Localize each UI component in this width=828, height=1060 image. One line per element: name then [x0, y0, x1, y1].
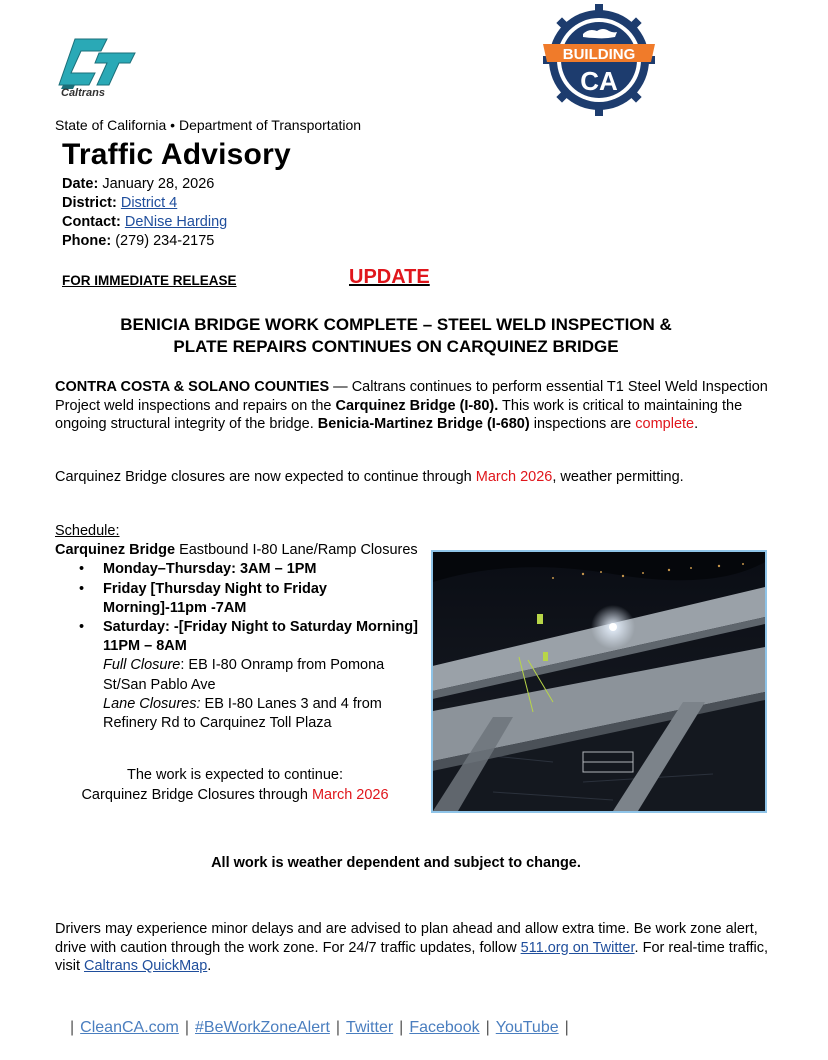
- schedule-item-text: Friday [Thursday Night to Friday Morning]-11pm -7AM: [103, 580, 327, 616]
- page-title: Traffic Advisory: [62, 138, 291, 171]
- drivers-text-1: Drivers may experience minor delays and are advised to plan ahead and allow extra time. Be work zone alert, drive with caution through the work zone. For 24/7 traffic updates, follow: [55, 921, 758, 956]
- continue-note-month: March 2026: [311, 786, 389, 803]
- phone-value: (279) 234-2175: [115, 233, 215, 249]
- schedule-item: • Friday [Thursday Night to Friday Morning]-11pm -7AM: [79, 580, 327, 616]
- headline-line-2: PLATE REPAIRS CONTINUES ON CARQUINEZ BRIDGE: [173, 337, 619, 356]
- continue-note: [55, 766, 415, 805]
- phone-label: Phone: [62, 233, 107, 249]
- date-value: January 28, 2026: [102, 176, 215, 192]
- counties-text: CONTRA COSTA & SOLANO COUNTIES: [55, 379, 330, 395]
- release-label: FOR IMMEDIATE RELEASE: [62, 273, 237, 288]
- intro-text-4: .: [694, 416, 699, 432]
- caltrans-wordmark: Caltrans: [61, 87, 106, 99]
- full-closure-text: : EB I-80 Onramp from Pomona St/San Pablo Ave: [103, 657, 385, 693]
- closures-text-1: Carquinez Bridge closures are now expected to continue through: [55, 469, 476, 485]
- intro-paragraph: [55, 378, 773, 434]
- contact-link[interactable]: DeNise Harding: [124, 214, 228, 230]
- meta-date: Date: January 28, 2026: [62, 176, 215, 192]
- caltrans-logo: [55, 35, 137, 103]
- drivers-text-2: . For real-time traffic, visit: [55, 939, 769, 974]
- weather-note: All work is weather dependent and subject to change.: [211, 855, 581, 871]
- twitter-511-link[interactable]: 511.org on Twitter: [520, 939, 635, 956]
- closures-month: March 2026: [475, 469, 553, 485]
- schedule-bridge-desc: Eastbound I-80 Lane/Ramp Closures: [175, 542, 418, 559]
- building-ca-top-text: BUILDING: [562, 46, 636, 63]
- contact-label: Contact: [62, 214, 116, 230]
- meta-contact: Contact: DeNise Harding: [62, 214, 228, 230]
- building-ca-bottom-text: CA: [580, 66, 618, 96]
- intro-text-3: inspections are: [529, 416, 636, 432]
- schedule-list: [55, 560, 425, 733]
- schedule-item-text: Monday–Thursday: 3AM – 1PM: [103, 561, 317, 578]
- benicia-bridge-text: Benicia-Martinez Bridge (I-680): [317, 416, 530, 432]
- drivers-text-3: .: [207, 958, 212, 974]
- continue-note-line-2: [55, 786, 415, 806]
- intro-text-1: — Caltrans continues to perform essential T1 Steel Weld Inspection Project weld inspections and repairs on the: [55, 379, 768, 414]
- agency-line: State of California • Department of Transportation: [55, 117, 362, 133]
- complete-text: complete: [635, 416, 695, 432]
- carquinez-bridge-text: Carquinez Bridge (I-80).: [335, 397, 499, 414]
- footer-link-twitter[interactable]: Twitter: [346, 1019, 394, 1036]
- lane-closures-text: EB I-80 Lanes 3 and 4 from Refinery Rd to Carquinez Toll Plaza: [103, 695, 382, 732]
- continue-note-text: Carquinez Bridge Closures through: [81, 786, 312, 803]
- building-ca-logo: [543, 4, 655, 116]
- schedule-bridge-name: Carquinez Bridge: [55, 542, 176, 559]
- schedule-heading: Schedule:: [55, 523, 120, 539]
- full-closure-label: Full Closure: [103, 657, 181, 674]
- closures-paragraph: [55, 468, 695, 487]
- schedule-item: • Monday–Thursday: 3AM – 1PM: [79, 561, 317, 578]
- intro-text-2: This work is critical to maintaining the ongoing structural integrity of the bridge.: [55, 397, 743, 432]
- schedule-block: [55, 522, 425, 733]
- date-label: Date: [62, 176, 94, 192]
- headline: [40, 314, 752, 358]
- closures-text-2: , weather permitting.: [552, 469, 684, 485]
- district-link[interactable]: District 4: [120, 195, 178, 211]
- lane-closures-label: Lane Closures:: [103, 695, 201, 712]
- headline-line-1: BENICIA BRIDGE WORK COMPLETE – STEEL WELD INSPECTION &: [120, 315, 672, 334]
- lane-closures-note: [103, 695, 425, 733]
- district-label: District: [62, 195, 112, 211]
- drivers-paragraph: [55, 920, 773, 976]
- continue-note-line-1: The work is expected to continue:: [126, 767, 343, 783]
- meta-district: District: District 4: [62, 195, 178, 211]
- schedule-item: • Saturday: -[Friday Night to Saturday Morning] 11PM – 8AM: [79, 619, 418, 655]
- full-closure-note: [103, 656, 425, 694]
- bridge-work-photo: [431, 550, 767, 813]
- update-label: UPDATE: [349, 266, 430, 288]
- schedule-item-text: Saturday: -[Friday Night to Saturday Morning] 11PM – 8AM: [103, 619, 418, 655]
- footer-links: | CleanCA.com | #BeWorkZoneAlert | Twitter | Facebook | YouTube |: [70, 1019, 569, 1036]
- footer-link-facebook[interactable]: Facebook: [409, 1019, 480, 1036]
- schedule-bridge-line: [55, 541, 425, 560]
- footer-link-beworkzonealert[interactable]: #BeWorkZoneAlert: [195, 1019, 330, 1036]
- footer-link-cleanca[interactable]: CleanCA.com: [80, 1019, 179, 1036]
- meta-phone: Phone: (279) 234-2175: [62, 233, 215, 249]
- quickmap-link[interactable]: Caltrans QuickMap: [84, 958, 208, 974]
- footer-link-youtube[interactable]: YouTube: [495, 1019, 559, 1036]
